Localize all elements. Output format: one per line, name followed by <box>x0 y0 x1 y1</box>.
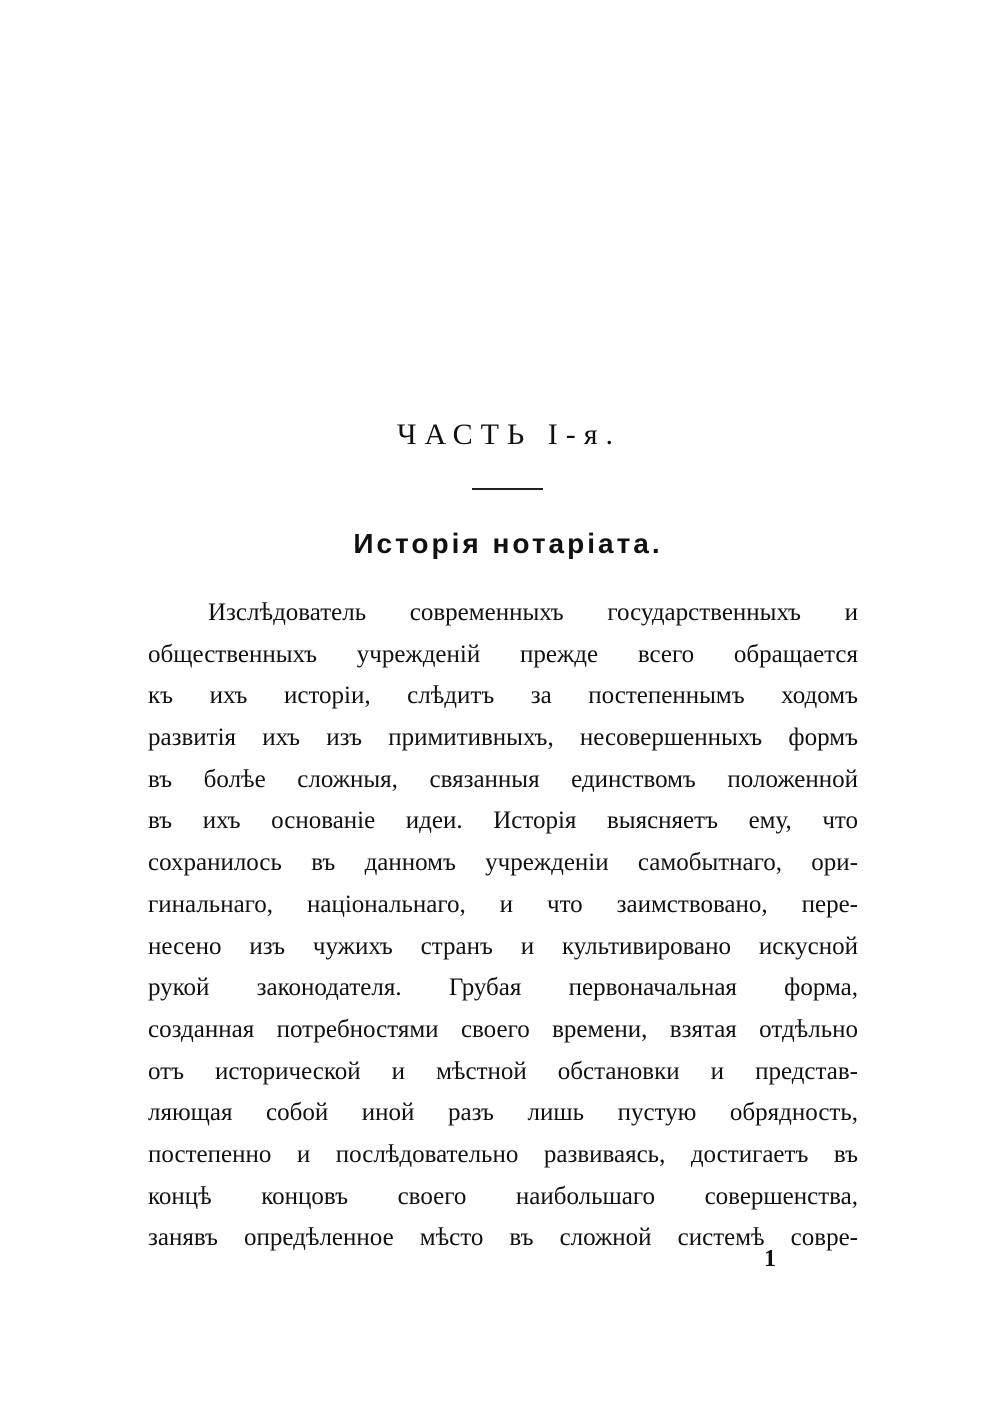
text-line: несено изъ чужихъ странъ и культивировано искусной <box>148 932 858 960</box>
text-line: ляющая собой иной разъ лишь пустую обрядность, <box>148 1099 858 1127</box>
body-text <box>148 592 858 1259</box>
text-line: гинальнаго, національнаго, и что заимствовано, пере- <box>148 890 858 918</box>
page-number: 1 <box>764 1246 776 1272</box>
text-line: въ болѣе сложныя, связанныя единствомъ положенной <box>148 765 858 793</box>
text-line: сохранилось въ данномъ учрежденіи самобытнаго, ори- <box>148 849 858 877</box>
text-line: въ ихъ основаніе идеи. Исторія выясняетъ ему, что <box>148 807 858 835</box>
text-line: къ ихъ исторіи, слѣдитъ за постепеннымъ ходомъ <box>148 682 858 710</box>
text-line: общественныхъ учрежденій прежде всего обращается <box>148 640 858 668</box>
text-line: Изслѣдователь современныхъ государственныхъ и <box>208 599 858 626</box>
text-line: занявъ опредѣленное мѣсто въ сложной системѣ совре- <box>148 1224 858 1252</box>
text-line: рукой законодателя. Грубая первоначальная форма, <box>148 974 858 1002</box>
divider-rule <box>472 488 543 490</box>
text-line: созданная потребностями своего времени, взятая отдѣльно <box>148 1015 858 1043</box>
part-title: ЧАСТЬ I-я. <box>396 418 621 451</box>
chapter-heading: Исторія нотаріата. <box>353 528 663 559</box>
text-line: развитія ихъ изъ примитивныхъ, несовершенныхъ формъ <box>148 724 858 752</box>
text-line: концѣ концовъ своего наибольшаго совершенства, <box>148 1182 858 1210</box>
text-line: отъ исторической и мѣстной обстановки и представ- <box>148 1057 858 1085</box>
text-line: постепенно и послѣдовательно развиваясь, достигаетъ въ <box>148 1140 858 1168</box>
